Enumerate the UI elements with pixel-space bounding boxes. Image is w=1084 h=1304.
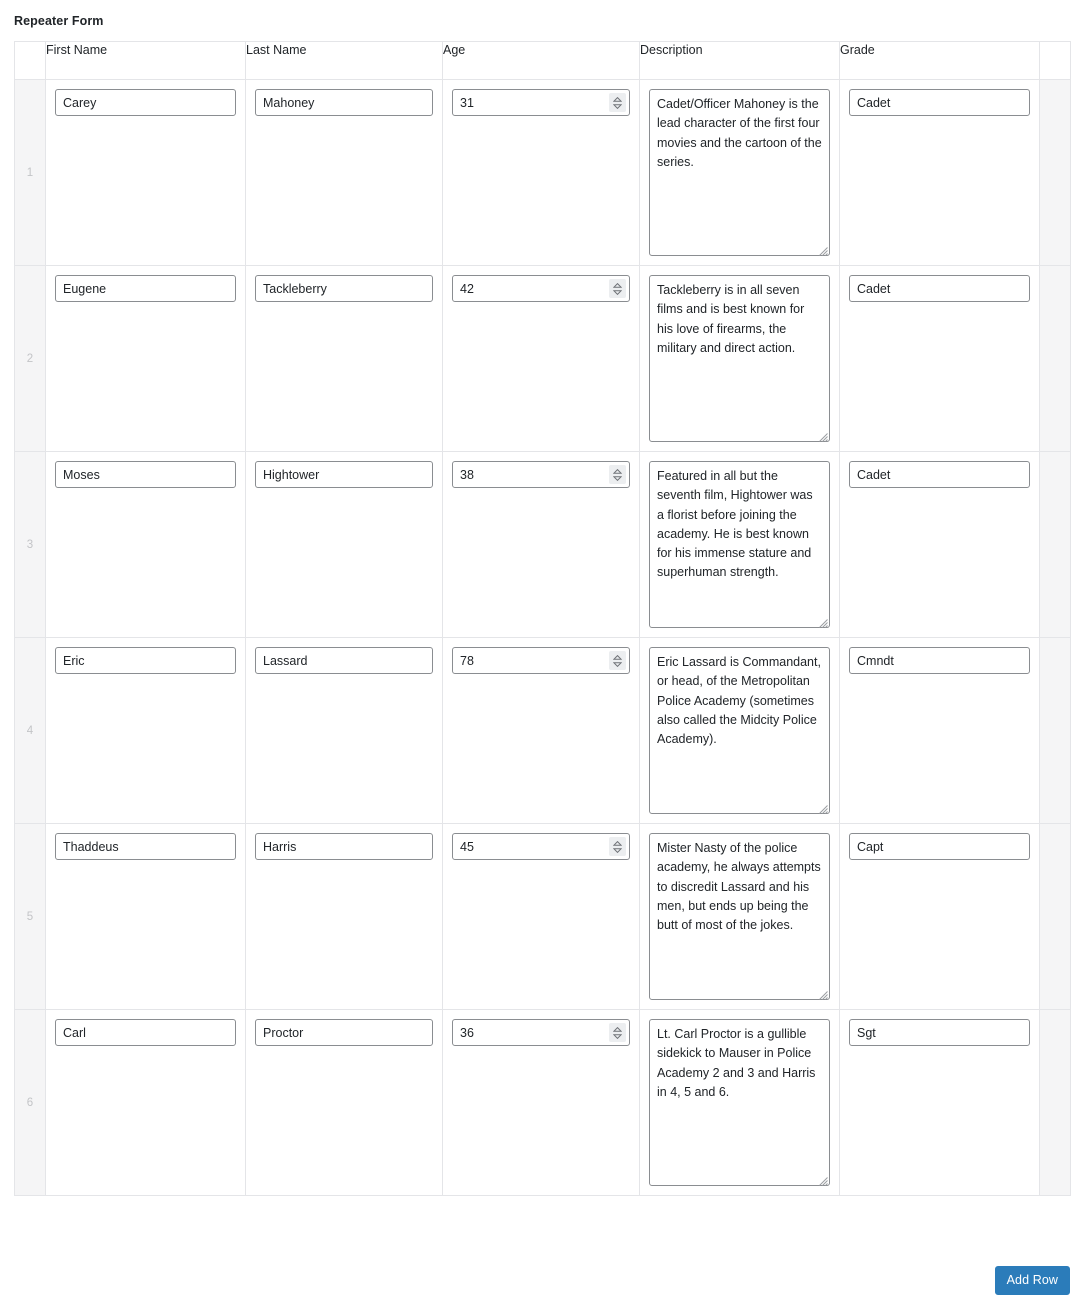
first-name-cell [46,1010,246,1196]
grade-cell [840,824,1040,1010]
last-name-cell [246,80,443,266]
age-cell [443,80,640,266]
age-stepper [452,1019,630,1046]
last-name-cell [246,452,443,638]
grade-input[interactable] [849,647,1030,674]
row-actions-cell[interactable] [1040,638,1071,824]
column-header-first-name: First Name [46,42,246,80]
age-cell [443,824,640,1010]
age-cell [443,1010,640,1196]
description-wrapper [649,1019,830,1186]
add-row-button[interactable]: Add Row [995,1266,1070,1295]
description-wrapper [649,89,830,256]
grade-input[interactable] [849,275,1030,302]
first-name-cell [46,452,246,638]
description-wrapper [649,647,830,814]
age-cell [443,638,640,824]
age-input[interactable] [452,275,630,302]
description-textarea[interactable] [649,647,830,814]
header-row [15,42,1071,80]
table-row [15,1010,1071,1196]
age-cell [443,266,640,452]
row-actions-cell[interactable] [1040,266,1071,452]
last-name-input[interactable] [255,275,433,302]
row-index-cell: 6 [15,1010,46,1196]
last-name-cell [246,1010,443,1196]
number-spinner-icon[interactable] [609,837,626,856]
column-header-index [15,42,46,80]
grade-input[interactable] [849,833,1030,860]
last-name-input[interactable] [255,89,433,116]
age-stepper [452,89,630,116]
table-row [15,824,1071,1010]
number-spinner-icon[interactable] [609,1023,626,1042]
row-index-cell: 4 [15,638,46,824]
column-header-last-name: Last Name [246,42,443,80]
footer-bar [14,1266,1070,1294]
table-row [15,452,1071,638]
age-stepper [452,461,630,488]
grade-input[interactable] [849,461,1030,488]
age-stepper [452,275,630,302]
grade-cell [840,80,1040,266]
column-header-description: Description [640,42,840,80]
first-name-cell [46,266,246,452]
number-spinner-icon[interactable] [609,93,626,112]
age-stepper [452,647,630,674]
row-index-cell: 5 [15,824,46,1010]
number-spinner-icon[interactable] [609,465,626,484]
age-cell [443,452,640,638]
number-spinner-icon[interactable] [609,279,626,298]
table-row [15,80,1071,266]
age-input[interactable] [452,461,630,488]
page-title: Repeater Form [14,14,104,28]
first-name-cell [46,638,246,824]
description-textarea[interactable] [649,1019,830,1186]
age-input[interactable] [452,1019,630,1046]
column-header-grade: Grade [840,42,1040,80]
age-input[interactable] [452,89,630,116]
row-actions-cell[interactable] [1040,1010,1071,1196]
last-name-cell [246,638,443,824]
description-textarea[interactable] [649,461,830,628]
first-name-input[interactable] [55,275,236,302]
grade-input[interactable] [849,1019,1030,1046]
grade-input[interactable] [849,89,1030,116]
age-input[interactable] [452,647,630,674]
first-name-input[interactable] [55,89,236,116]
row-actions-cell[interactable] [1040,452,1071,638]
description-cell [640,1010,840,1196]
description-wrapper [649,275,830,442]
description-wrapper [649,461,830,628]
description-textarea[interactable] [649,275,830,442]
description-cell [640,638,840,824]
table-row [15,266,1071,452]
table-body [15,80,1071,1196]
table-row [15,638,1071,824]
description-textarea[interactable] [649,89,830,256]
row-index-cell: 1 [15,80,46,266]
last-name-input[interactable] [255,1019,433,1046]
row-actions-cell[interactable] [1040,824,1071,1010]
repeater-table-container [14,41,1070,1196]
description-cell [640,266,840,452]
age-stepper [452,833,630,860]
last-name-input[interactable] [255,461,433,488]
number-spinner-icon[interactable] [609,651,626,670]
last-name-cell [246,266,443,452]
age-input[interactable] [452,833,630,860]
description-wrapper [649,833,830,1000]
description-cell [640,80,840,266]
repeater-table [14,41,1071,1196]
first-name-cell [46,80,246,266]
row-index-cell: 3 [15,452,46,638]
grade-cell [840,638,1040,824]
first-name-input[interactable] [55,461,236,488]
description-textarea[interactable] [649,833,830,1000]
first-name-input[interactable] [55,647,236,674]
row-index-cell: 2 [15,266,46,452]
description-cell [640,452,840,638]
first-name-input[interactable] [55,1019,236,1046]
grade-cell [840,1010,1040,1196]
description-cell [640,824,840,1010]
last-name-input[interactable] [255,647,433,674]
column-header-age: Age [443,42,640,80]
last-name-input[interactable] [255,833,433,860]
column-header-actions [1040,42,1071,80]
row-actions-cell[interactable] [1040,80,1071,266]
grade-cell [840,266,1040,452]
last-name-cell [246,824,443,1010]
first-name-input[interactable] [55,833,236,860]
table-header [15,42,1071,80]
first-name-cell [46,824,246,1010]
grade-cell [840,452,1040,638]
